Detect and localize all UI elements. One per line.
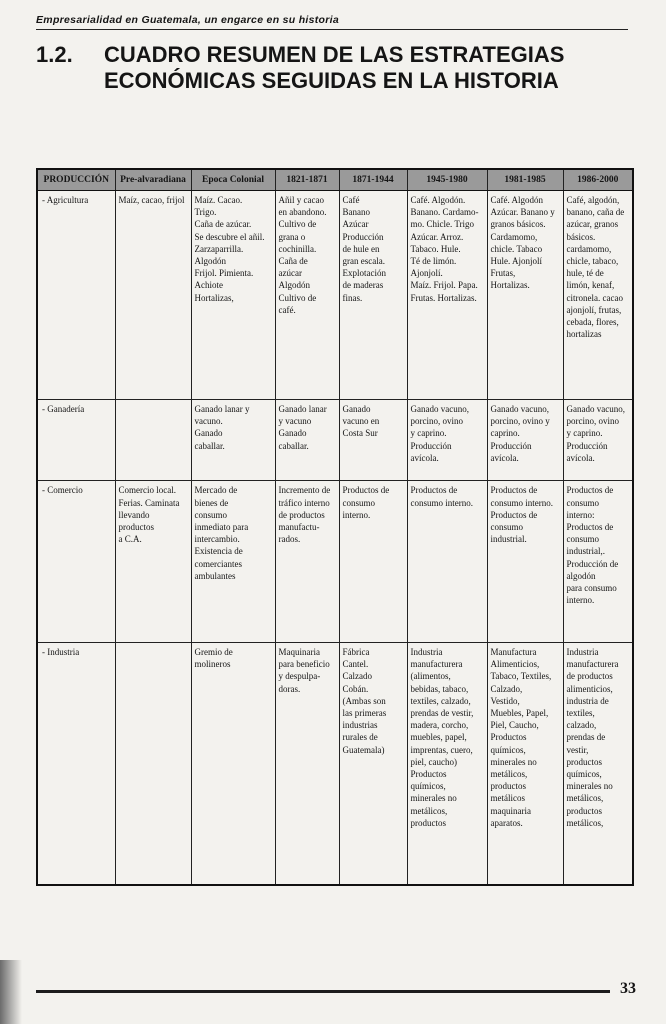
row-label: - Comercio (37, 481, 115, 643)
table-cell: Café. Algodón Azúcar. Banano y granos básicos. Cardamomo, chicle. Tabaco Hule. Ajonjolí Frutas, Hortalizas. (487, 191, 563, 400)
section-title: CUADRO RESUMEN DE LAS ESTRATEGIAS ECONÓMICAS SEGUIDAS EN LA HISTORIA (104, 42, 565, 93)
column-header: 1821-1871 (275, 169, 339, 191)
table-cell: Fábrica Cantel. Calzado Cobán. (Ambas son las primeras industrias rurales de Guatemala) (339, 642, 407, 885)
table-cell: Café Banano Azúcar Producción de hule en gran escala. Explotación de maderas finas. (339, 191, 407, 400)
table-cell: Mercado de bienes de consumo inmediato para intercambio. Existencia de comerciantes ambulantes (191, 481, 275, 643)
row-label: - Ganadería (37, 400, 115, 481)
table-cell: Productos de consumo interno. (339, 481, 407, 643)
column-header: 1986-2000 (563, 169, 633, 191)
table-cell: Industria manufacturera (alimentos, bebidas, tabaco, textiles, calzado, prendas de vestir, madera, corcho, muebles, papel, imprentas, cuero, piel, caucho) Productos químicos, minerales no metálicos, productos (407, 642, 487, 885)
footer-rule (36, 990, 610, 993)
table-row (37, 481, 633, 643)
column-header: PRODUCCIÓN (37, 169, 115, 191)
table-cell: Comercio local. Ferias. Caminata llevando productos a C.A. (115, 481, 191, 643)
table-cell: Ganado vacuno, porcino, ovino y caprino. Producción avícola. (487, 400, 563, 481)
table-cell: Añil y cacao en abandono. Cultivo de grana o cochinilla. Caña de azúcar Algodón Cultivo de café. (275, 191, 339, 400)
table-cell: Incremento de tráfico interno de productos manufactu- rados. (275, 481, 339, 643)
table-row (37, 400, 633, 481)
table-header-row (37, 169, 633, 191)
row-label: - Industria (37, 642, 115, 885)
table-cell: Ganado lanar y vacuno Ganado caballar. (275, 400, 339, 481)
table-cell: Gremio de molineros (191, 642, 275, 885)
table-cell: Ganado vacuno, porcino, ovino y caprino. Producción avícola. (407, 400, 487, 481)
table-cell: Ganado vacuno, porcino, ovino y caprino. Producción avícola. (563, 400, 633, 481)
table-cell: Maíz. Cacao. Trigo. Caña de azúcar. Se descubre el añil. Zarzaparrilla. Algodón Frijol. Pimienta. Achiote Hortalizas, (191, 191, 275, 400)
column-header: Epoca Colonial (191, 169, 275, 191)
column-header: 1981-1985 (487, 169, 563, 191)
page-edge-shadow (0, 960, 22, 1024)
table-cell: Maíz, cacao, frijol (115, 191, 191, 400)
summary-table (36, 168, 634, 886)
column-header: 1871-1944 (339, 169, 407, 191)
table-cell (115, 400, 191, 481)
table-cell: Ganado vacuno en Costa Sur (339, 400, 407, 481)
table-cell: Manufactura Alimenticios, Tabaco, Textiles, Calzado, Vestido, Muebles, Papel, Piel, Caucho, Productos químicos, minerales no metálicos, productos metálicos maquinaria aparatos. (487, 642, 563, 885)
table-cell: Maquinaria para beneficio y despulpa- doras. (275, 642, 339, 885)
row-label: - Agricultura (37, 191, 115, 400)
column-header: Pre-alvaradiana (115, 169, 191, 191)
section-number: 1.2. (36, 42, 73, 67)
table-row (37, 191, 633, 400)
page-number: 33 (620, 980, 636, 997)
table-cell (115, 642, 191, 885)
table-cell: Productos de consumo interno. (407, 481, 487, 643)
table-cell: Productos de consumo interno. Productos de consumo industrial. (487, 481, 563, 643)
table-cell: Café. Algodón. Banano. Cardamo- mo. Chicle. Trigo Azúcar. Arroz. Tabaco. Hule. Té de limón. Ajonjolí. Maíz. Frijol. Papa. Frutas. Hortalizas. (407, 191, 487, 400)
table-row (37, 642, 633, 885)
column-header: 1945-1980 (407, 169, 487, 191)
table-cell: Ganado lanar y vacuno. Ganado caballar. (191, 400, 275, 481)
table-cell: Café, algodón, banano, caña de azúcar, granos básicos. cardamomo, chicle, tabaco, hule, té de limón, kenaf, citronela. cacao ajonjolí, frutas, cebada, flores, hortalizas (563, 191, 633, 400)
table-cell: Productos de consumo interno: Productos de consumo industrial,. Producción de algodón para consumo interno. (563, 481, 633, 643)
table-cell: Industria manufacturera de productos alimenticios, industria de textiles, calzado, prendas de vestir, productos químicos, minerales no metálicos, productos metálicos, (563, 642, 633, 885)
running-header: Empresarialidad en Guatemala, un engarce en su historia (36, 14, 628, 30)
